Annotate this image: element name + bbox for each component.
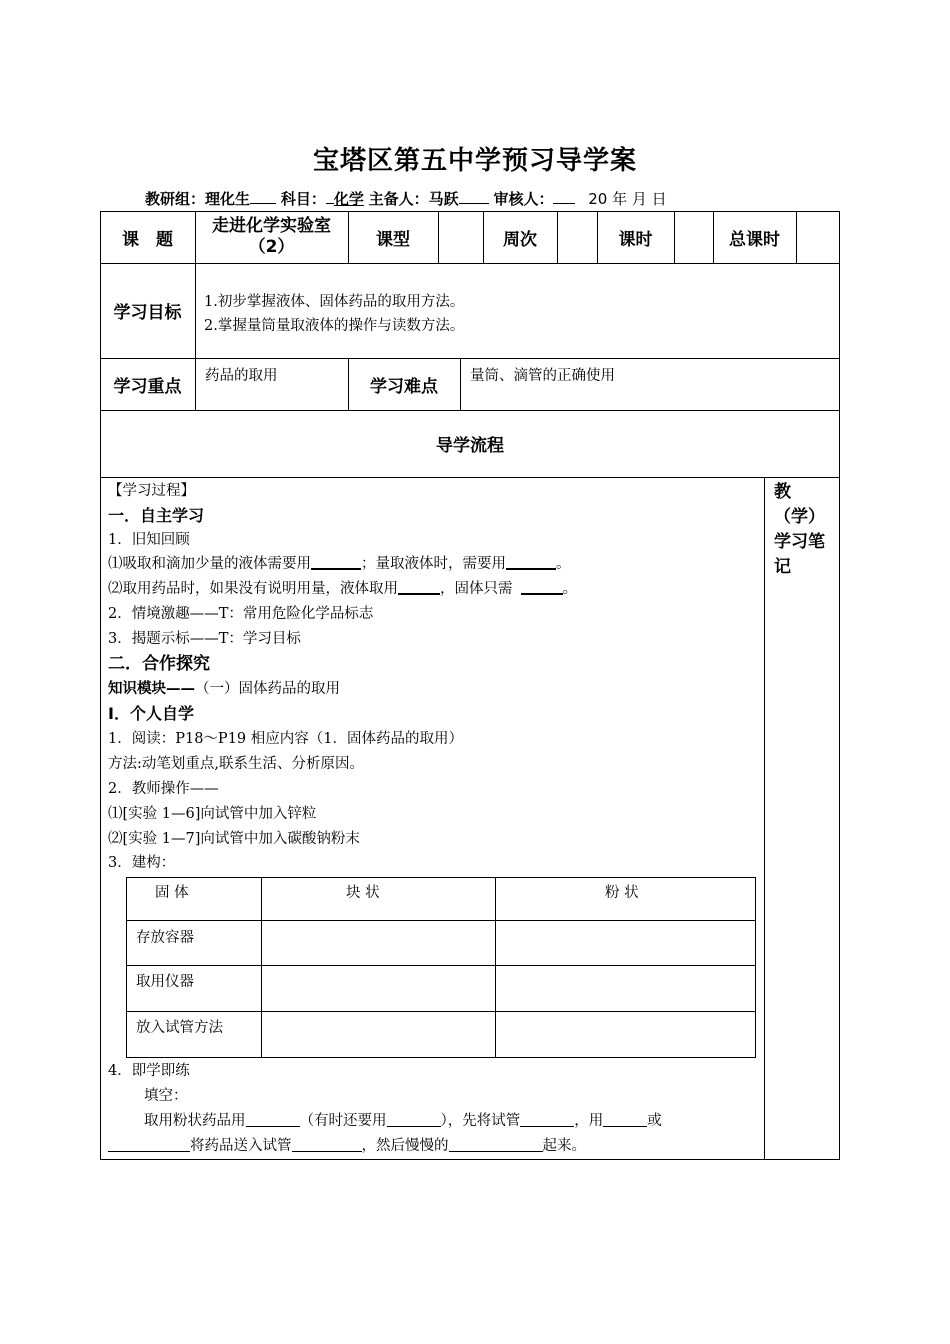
section-heading: 二．合作探究 [108,654,210,674]
q1-text-b: ；量取液体时，需要用 [361,556,506,572]
blank [521,578,563,595]
week-label: 周次 [503,229,537,250]
blank [311,553,361,570]
blank [108,1136,190,1152]
topic-label: 课 题 [122,229,173,250]
table-header: 块 状 [346,885,380,901]
notes-title-line: 学习笔 [774,532,825,552]
hard-value: 量筒、滴管的正确使用 [470,368,615,384]
period-label: 课时 [618,229,653,250]
goal-item: 1.初步掌握液体、固体药品的取用方法。 [204,294,465,310]
process-header: 【学习过程】 [108,483,195,499]
blank [553,189,575,204]
topic-value-line2: （2） [248,237,295,257]
col-divider [195,263,196,358]
preparer-label: 主备人： [368,190,429,208]
p1-text-a: 取用粉状药品用 [144,1113,246,1129]
subject-label: 科目： [280,190,326,208]
question-2 [108,578,577,600]
group-value: 理化生 [205,190,251,208]
table-header: 粉 状 [605,885,639,901]
read-task: 1．阅读：P18～P19 相应内容（1．固体药品的取用） [108,731,463,747]
p1-text-d: ，用 [574,1113,604,1129]
section-heading: 一．自主学习 [108,506,205,525]
row-divider [126,920,756,921]
module-label: 知识模块—— [108,681,195,697]
blank [459,189,489,204]
blank [520,1111,574,1127]
reviewer-label: 审核人： [493,190,554,208]
fill-label: 填空： [144,1088,188,1104]
blank [292,1136,362,1152]
col-divider [764,477,765,1160]
p2-text-c: 起来。 [542,1138,586,1154]
subsection-heading: Ⅰ．个人自学 [108,704,194,723]
group-label: 教研组： [145,190,206,208]
table-row-label: 放入试管方法 [136,1020,223,1036]
practice-step: 4．即学即练 [108,1063,190,1079]
notes-title-line: （学） [774,507,825,527]
row-divider [100,358,840,359]
blank [326,189,334,204]
key-value: 药品的取用 [205,368,278,384]
type-label: 课型 [376,229,410,250]
q2-text-a: ⑵取用药品时，如果没有说明用量，液体取用 [108,581,398,597]
p1-text-e: 或 [647,1113,662,1129]
q1-text-c: 。 [556,556,571,572]
row-divider [126,1011,756,1012]
col-divider [674,211,675,263]
build-step: 3．建构： [108,855,176,871]
col-divider [495,877,496,1058]
knowledge-module [108,678,340,700]
step-3: 3．揭题示标——T：学习目标 [108,631,301,647]
document-title: 宝塔区第五中学预习导学案 [312,146,637,176]
col-divider [460,358,461,410]
hard-label: 学习难点 [370,376,438,397]
notes-title [774,480,832,580]
p2-text-a: 将药品送入试管 [190,1138,292,1154]
notes-title-line: 教 [774,482,791,502]
key-label: 学习重点 [113,376,182,397]
q2-text-b: ，固体只需 [440,581,513,597]
blank [603,1111,647,1127]
blank [250,189,276,204]
topic-value [195,211,348,263]
step-review: 1．旧知回顾 [108,532,190,548]
notes-title-line: 记 [774,557,791,577]
experiment-2: ⑵[实验 1—7]向试管中加入碳酸钠粉末 [108,831,360,847]
question-1 [108,553,571,575]
col-divider [195,358,196,410]
q2-text-c: 。 [562,581,577,597]
table-row-label: 取用仪器 [136,974,194,990]
col-divider [796,211,797,263]
table-header: 固 体 [155,885,189,901]
topic-value-line1: 走进化学实验室 [212,216,331,236]
blank [449,1136,543,1152]
blank [398,578,440,595]
p2-text-b: ，然后慢慢的 [361,1138,449,1154]
date-text: 20 年 月 日 [588,190,667,208]
total-label: 总课时 [729,229,780,250]
goals-label: 学习目标 [113,303,182,323]
col-divider [438,211,439,263]
experiment-1: ⑴[实验 1—6]向试管中加入锌粒 [108,806,317,822]
blank [387,1111,441,1127]
preparer-value: 马跃 [428,190,459,208]
step-2: 2．情境激趣——T：常用危险化学品标志 [108,606,374,622]
teacher-step: 2．教师操作—— [108,781,219,797]
blank [506,553,556,570]
row-divider [126,965,756,966]
practice-line-1 [144,1110,662,1132]
p1-text-c: ），先将试管 [440,1113,521,1129]
col-divider [261,877,262,1058]
practice-line-2 [108,1135,586,1157]
meta-line [145,188,667,209]
p1-text-b: （有时还要用 [299,1113,387,1129]
table-row-label: 存放容器 [136,930,194,946]
method-text: 方法:动笔划重点,联系生活、分析原因。 [108,756,364,772]
row-divider [100,477,840,478]
col-divider [557,211,558,263]
flow-title: 导学流程 [436,436,504,456]
subject-value: 化学 [333,190,364,208]
module-title: （一）固体药品的取用 [195,681,340,697]
q1-text-a: ⑴吸取和滴加少量的液体需要用 [108,556,311,572]
blank [246,1111,300,1127]
row-divider [100,263,840,264]
goal-item: 2.掌握量筒量取液体的操作与读数方法。 [204,318,465,334]
